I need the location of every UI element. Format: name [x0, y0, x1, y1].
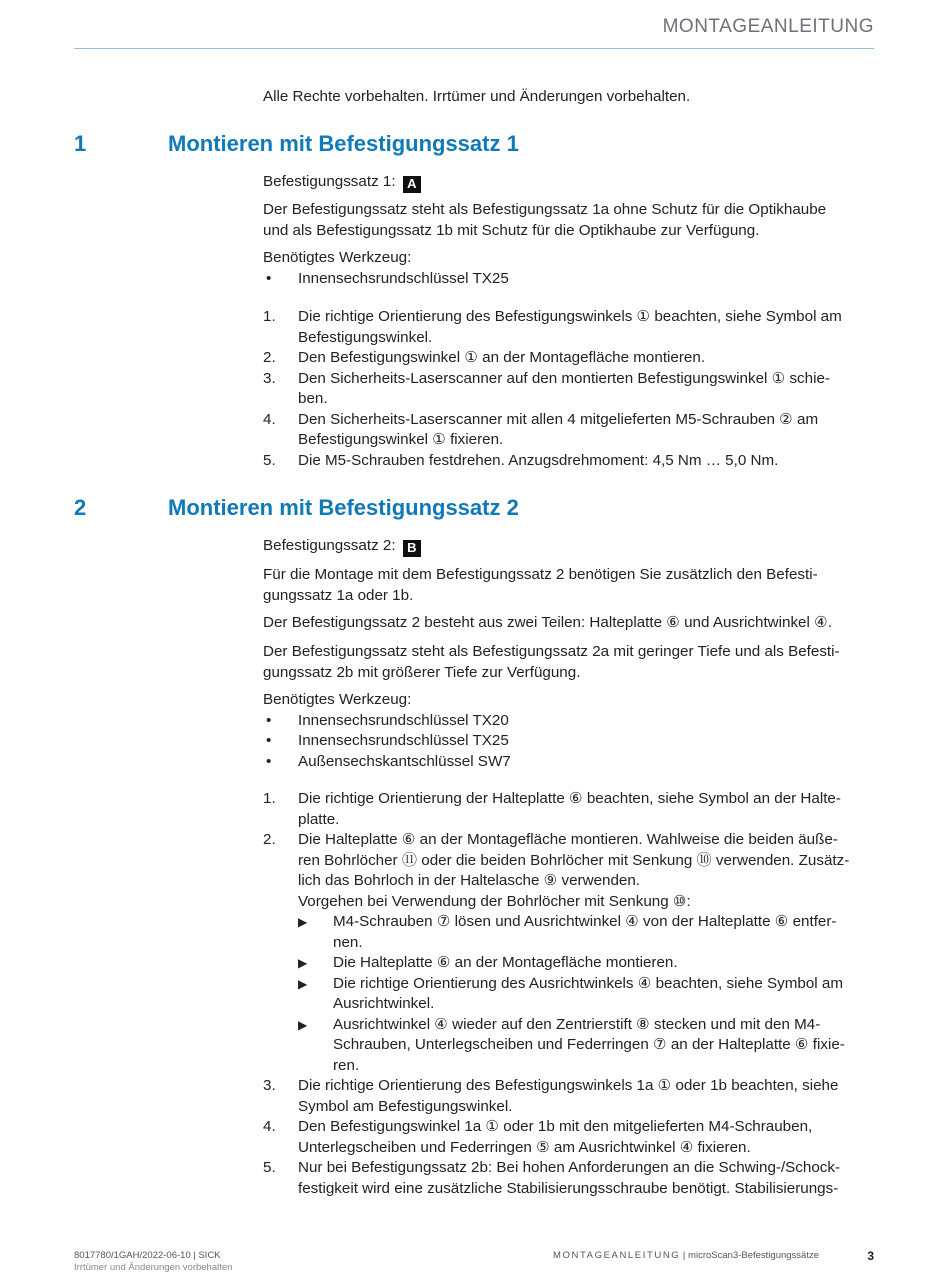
text-line: gungssatz 2b mit größerer Tiefe zur Verfügung.: [263, 663, 581, 681]
kit-a-badge: A: [403, 176, 421, 193]
list-item: ▶ Die richtige Orientierung des Ausrichtwinkels ④ beachten, siehe Symbol am Ausrichtwinkel.: [298, 974, 843, 1012]
section-2-steps: [263, 789, 873, 1199]
list-item: ▶ Ausrichtwinkel ④ wieder auf den Zentrierstift ⑧ stecken und mit den M4- Schrauben, Unterlegscheiben und Federringen ⑦ an der Halteplatte ⑥ fixie- ren.: [298, 1015, 845, 1074]
bullet-icon: •: [266, 752, 272, 770]
footer-center: [553, 1250, 819, 1261]
kit-2-variants: [263, 642, 873, 683]
text-line: und als Befestigungssatz 1b mit Schutz für die Optikhaube zur Verfügung.: [263, 221, 760, 239]
header-divider: [74, 48, 874, 49]
text-line: Für die Montage mit dem Befestigungssatz 2 benötigen Sie zusätzlich den Befesti-: [263, 566, 818, 583]
kit-1-label-line: [263, 172, 873, 193]
kit-2-parts: Der Befestigungssatz 2 besteht aus zwei Teilen: Halteplatte ⑥ und Ausrichtwinkel ④.: [263, 614, 832, 631]
section-2-title: Montieren mit Befestigungssatz 2: [168, 495, 519, 520]
tools-1-list: [263, 269, 873, 290]
text-line: Der Befestigungssatz steht als Befestigungssatz 2a mit geringer Tiefe und als Befesti-: [263, 643, 840, 660]
rights-notice: Alle Rechte vorbehalten. Irrtümer und Änderungen vorbehalten.: [263, 88, 691, 105]
footer-left: [74, 1250, 232, 1274]
list-item: 2. Den Befestigungswinkel ① an der Montagefläche montieren.: [263, 349, 706, 366]
list-item: 1. Die richtige Orientierung des Befestigungswinkels ① beachten, siehe Symbol am Befestigungswinkel.: [263, 308, 842, 346]
kit-2-label-line: [263, 536, 873, 557]
footer-doc-type: MONTAGEANLEITUNG: [553, 1250, 681, 1261]
list-item: 4. Den Sicherheits-Laserscanner mit allen 4 mitgelieferten M5-Schrauben ② am Befestigungswinkel ① fixieren.: [263, 410, 819, 448]
header-title: MONTAGEANLEITUNG: [662, 16, 874, 37]
bullet-icon: •: [266, 732, 272, 749]
list-item: ▶ M4-Schrauben ⑦ lösen und Ausrichtwinkel ④ von der Halteplatte ⑥ entfer- nen.: [298, 913, 837, 951]
kit-1-label: Befestigungssatz 1:: [263, 173, 396, 190]
list-item: • Innensechsrundschlüssel TX25: [263, 269, 873, 290]
kit-1-description: [263, 200, 873, 241]
bullet-icon: •: [266, 711, 272, 729]
list-item: 2. Die Halteplatte ⑥ an der Montagefläche montieren. Wahlweise die beiden äuße- ren Bohrlöcher ⑪ oder die beiden Bohrlöcher mit Senkung ⑩ verwenden. Zusätz- lich das Bohrloch in der Haltelasche ⑨ verwenden. Vorgehen bei Verwendung der Bohrlöcher mit Senkung ⑩: ▶ M4-Schrauben ⑦ lösen und Ausrichtwinkel ④ von der Halteplatte ⑥ entfer- nen. ▶ Die Halteplatte ⑥ an der Montagefläche montieren. ▶ Die richtige Orientierung des Ausrichtwinkels ④ beachten, siehe Symbol am Ausrichtwinkel. ▶ Ausrichtwinkel ④ wieder auf den Zentrierstift ⑧ stecken und mit den M4- Schrauben, Unterlegscheiben und Federringen ⑦ an der Halteplatte ⑥ fixie- ren.: [263, 830, 873, 1076]
section-1-title: Montieren mit Befestigungssatz 1: [168, 131, 519, 156]
list-item: 3. Den Sicherheits-Laserscanner auf den montierten Befestigungswinkel ① schie- ben.: [263, 369, 830, 407]
list-item: 5. Nur bei Befestigungssatz 2b: Bei hohen Anforderungen an die Schwing-/Schock- festigkeit wird eine zusätzliche Stabilisierungsschraube benötigt. Stabilisierungs-: [263, 1159, 841, 1197]
footer-doc-id: 8017780/1GAH/2022-06-10 | SICK: [74, 1250, 221, 1261]
list-item: • Innensechsrundschlüssel TX20: [263, 711, 873, 732]
list-item: 4. Den Befestigungswinkel 1a ① oder 1b mit den mitgelieferten M4-Schrauben, Unterlegscheiben und Federringen ⑤ am Ausrichtwinkel ④ fixieren.: [263, 1118, 813, 1156]
page-number: 3: [867, 1249, 874, 1263]
arrow-right-icon: ▶: [298, 976, 308, 991]
tools-2-label: Benötigtes Werkzeug:: [263, 691, 412, 708]
arrow-right-icon: ▶: [298, 1017, 308, 1032]
list-item: 1. Die richtige Orientierung der Halteplatte ⑥ beachten, siehe Symbol an der Halte- platte.: [263, 790, 841, 828]
sub-steps: [298, 912, 873, 1076]
bullet-icon: •: [266, 269, 272, 287]
text-line: gungssatz 1a oder 1b.: [263, 586, 414, 604]
list-item: 3. Die richtige Orientierung des Befestigungswinkels 1a ① oder 1b beachten, siehe Symbol am Befestigungswinkel.: [263, 1077, 839, 1115]
arrow-right-icon: ▶: [298, 915, 308, 929]
list-item: ▶ Die Halteplatte ⑥ an der Montagefläche montieren.: [298, 953, 873, 974]
footer-separator: |: [680, 1250, 689, 1261]
tools-1-block: [263, 248, 873, 289]
section-1-number: 1: [74, 131, 87, 156]
footer-product: microScan3-Befestigungssätze: [688, 1250, 820, 1261]
list-item: • Außensechskantschlüssel SW7: [263, 752, 873, 773]
list-item: • Innensechsrundschlüssel TX25: [263, 731, 873, 752]
kit-2-requirement: [263, 565, 873, 606]
list-item: 5. Die M5-Schrauben festdrehen. Anzugsdrehmoment: 4,5 Nm … 5,0 Nm.: [263, 451, 779, 469]
footer-note: Irrtümer und Änderungen vorbehalten: [74, 1262, 233, 1273]
kit-b-badge: B: [403, 540, 421, 557]
tools-2-list: [263, 711, 873, 773]
tools-2-block: [263, 690, 873, 772]
section-1-steps: [263, 307, 873, 471]
kit-2-label: Befestigungssatz 2:: [263, 537, 396, 554]
section-2-number: 2: [74, 495, 87, 520]
arrow-right-icon: ▶: [298, 956, 308, 970]
text-line: Der Befestigungssatz steht als Befestigungssatz 1a ohne Schutz für die Optikhaube: [263, 201, 827, 218]
tools-1-label: Benötigtes Werkzeug:: [263, 249, 412, 266]
